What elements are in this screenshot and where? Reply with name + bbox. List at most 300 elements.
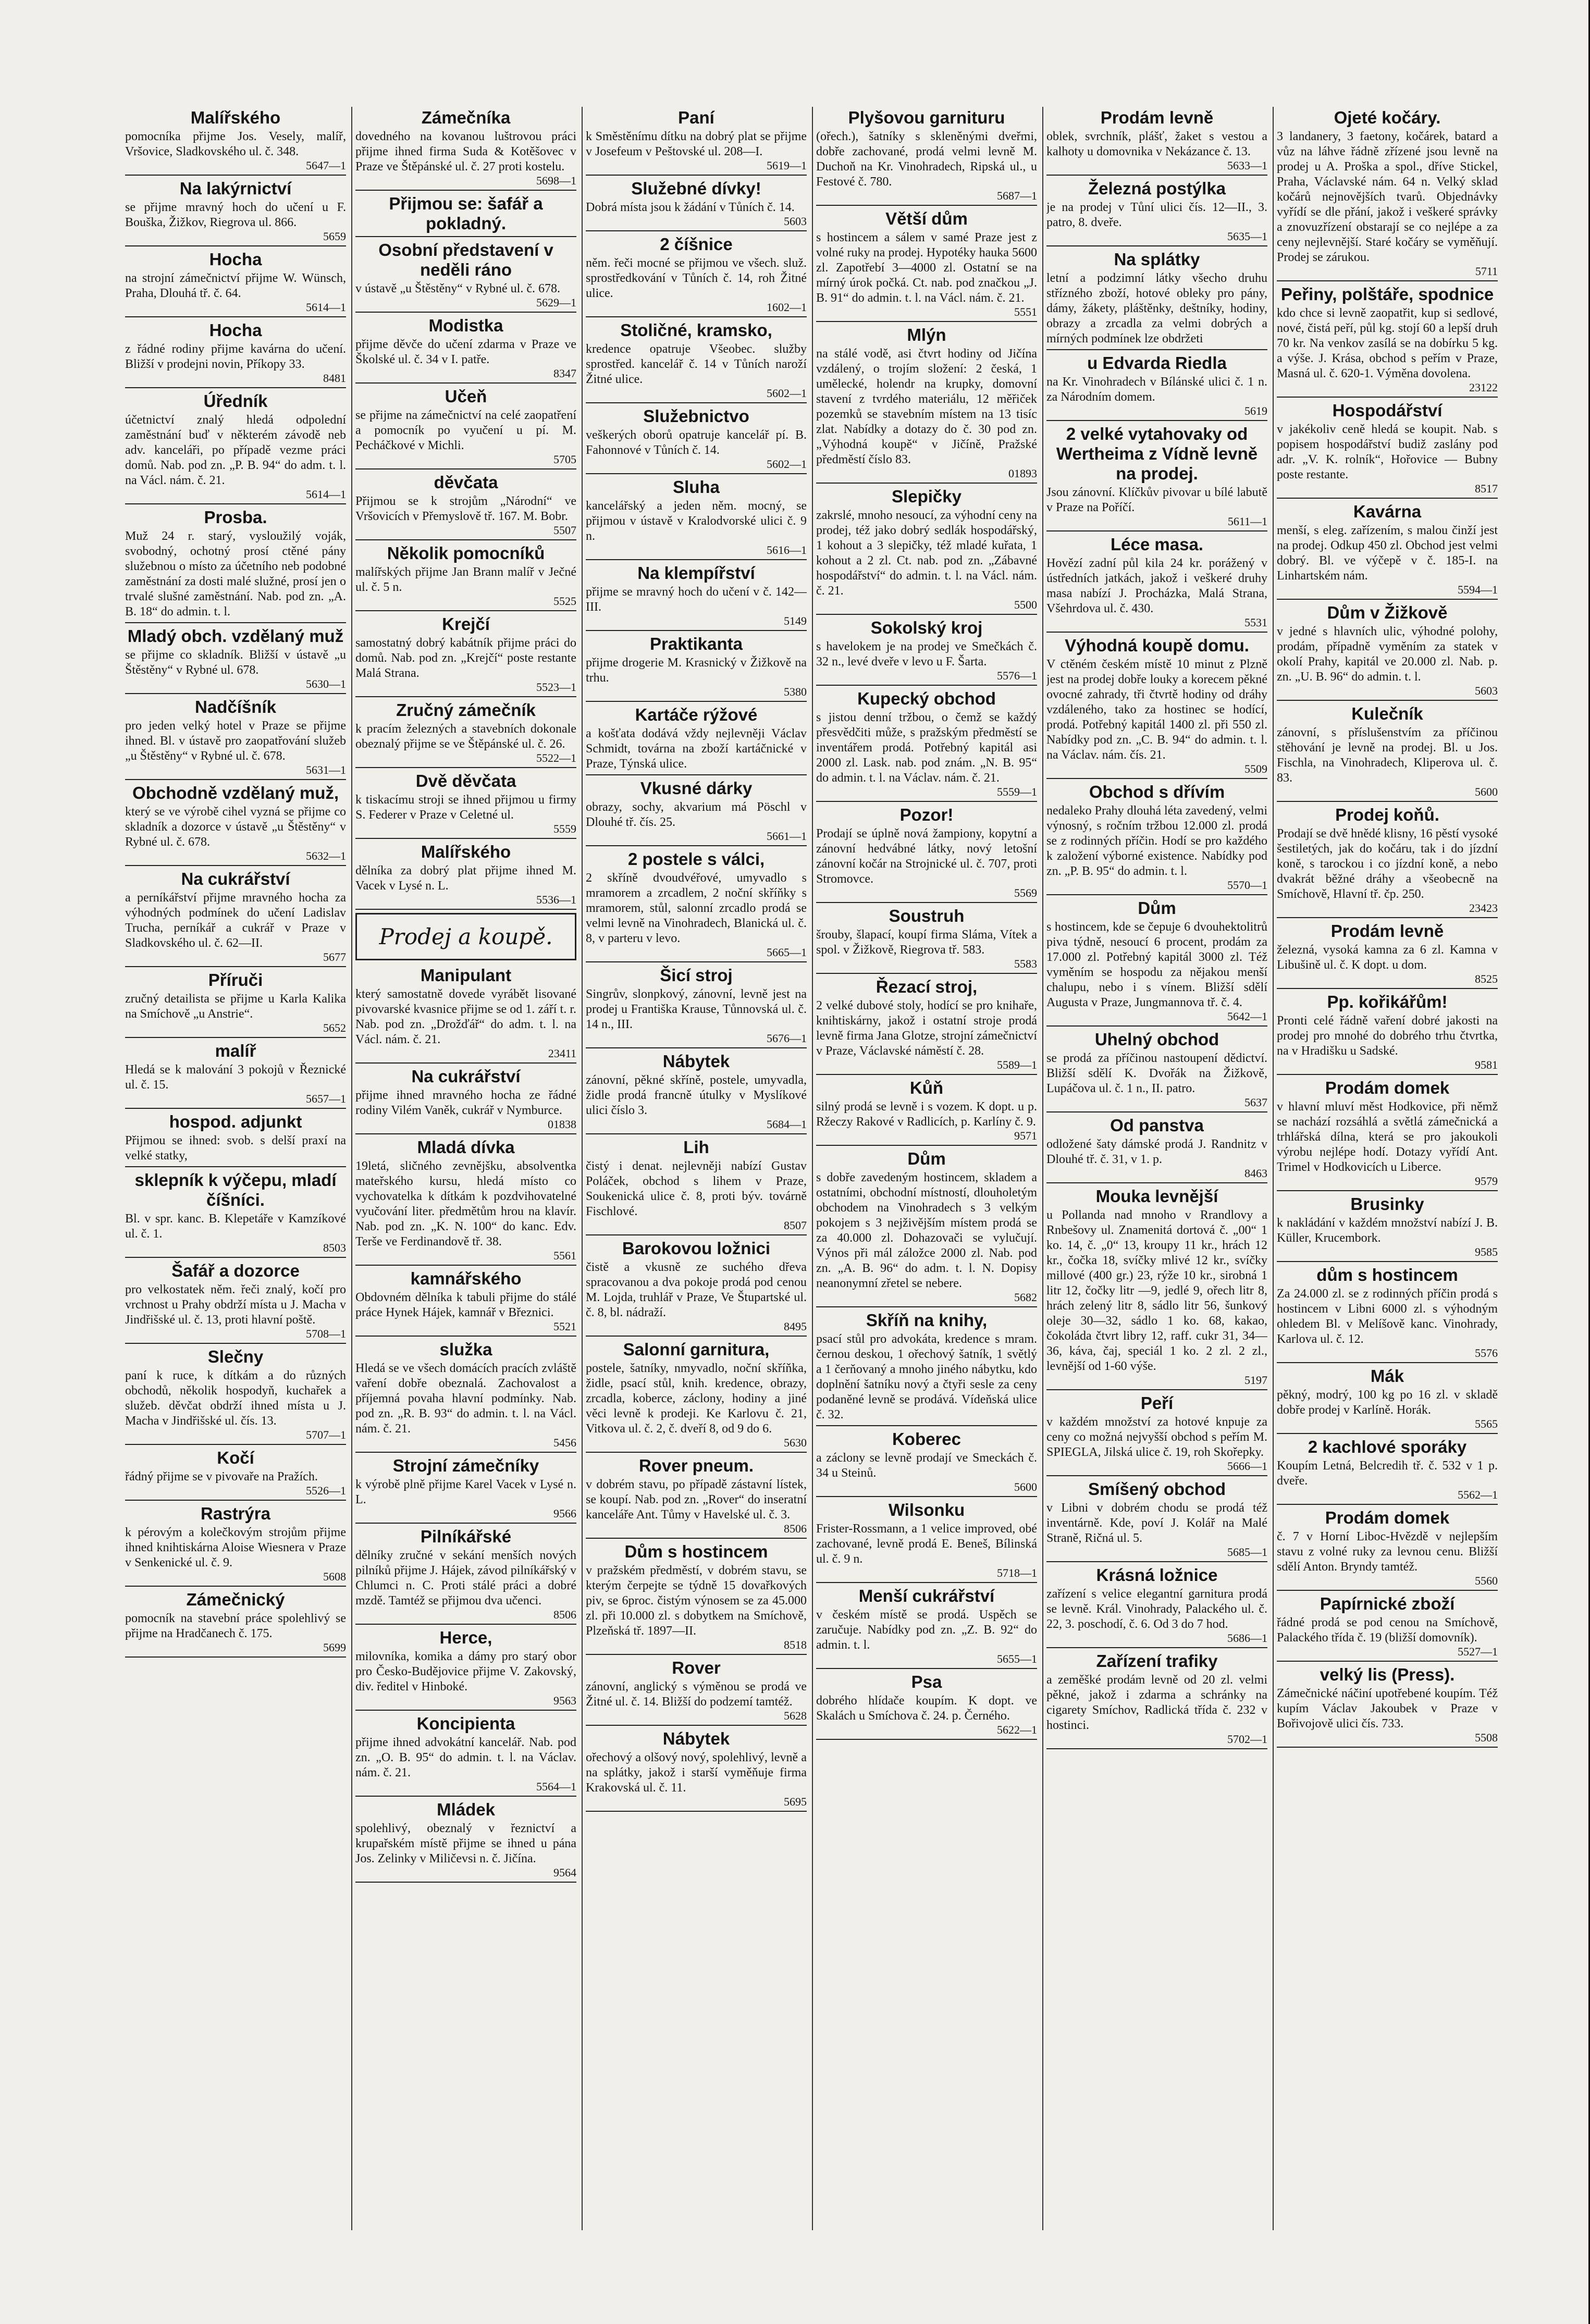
ad-separator <box>355 1882 576 1883</box>
ad-separator <box>355 1710 576 1711</box>
ad-headline: Šafář a dozorce <box>171 1261 300 1280</box>
ad-headline: dům s hostincem <box>1316 1265 1458 1284</box>
ad-body: V ctěném českém místě 10 minut z Plzně jest na prodej dobře louky a korecem pěkné ovocné zahrady, tři čtvrtě hodiny od dráhy vzdáleného, tako za hostinec se hodící, prodá. Potřebný kapitál 1400 zl. při 550 zl. Nabídky pod zn. „C. B. 94“ do admin. t. l. na Václav. nám. čís. 21. <box>1046 658 1267 762</box>
ad-headline: Příruči <box>208 970 263 990</box>
column-rule <box>582 107 583 2230</box>
ad-body: Singrův, slonpkový, zánovní, levně jest na prodej u Františka Krause, Tůnnovská ul. č. 14 n., III. <box>586 987 807 1031</box>
ad-headline: Léce masa. <box>1111 535 1203 554</box>
ad-body: a perníkářství přijme mravného hocha za výhodných podmínek do učení Ladislav Trucha, perníkář a cukrář v Praze v Sladkovského ul. č. 62—II. <box>125 891 346 950</box>
ad-separator <box>355 1624 576 1625</box>
classified-ad <box>125 1170 346 1258</box>
ad-body: řádný přijme se v pivovaře na Pražích. <box>125 1470 318 1484</box>
ad-headline: Na splátky <box>1114 250 1200 269</box>
ad-headline: Manipulant <box>420 966 512 985</box>
ad-separator <box>586 1811 807 1812</box>
ad-body: který se ve výrobě cihel vyzná se přijme co skladník a dozorce v ústavě „u Štěstěny“ v Rybné ul. č. 678. <box>125 805 346 849</box>
classified-ad <box>1046 353 1267 421</box>
column-5 <box>1046 107 1267 2230</box>
ad-body: paní k ruce, k dítkám a do různých obchodů, několik hospodyň, kuchařek a služeb. děvčat obdrží ihned místa u J. Macha v Jindřišské ul. čís. 13. <box>125 1369 346 1428</box>
ad-separator <box>816 1496 1037 1497</box>
classified-ad <box>586 477 807 560</box>
ad-body: s jistou denní tržbou, o čemž se každý přesvědčiti může, s pražským předměstí se inventářem prodá. Potřebný kapitál asi 2000 zl. Lask. nab. pod znám. „N. B. 95“ do admin. t. l. na Václav. nám. č. 21. <box>816 711 1037 785</box>
ad-headline: Prodám levně <box>1100 108 1214 127</box>
ad-number: 23122 <box>1469 381 1498 394</box>
ad-headline: Praktikanta <box>650 634 743 653</box>
ad-number: 5677 <box>323 950 346 963</box>
ad-body: zařízení s velice elegantní garnitura prodá se levně. Král. Vinohrady, Palackého ul. č. 22, 3. poschodí, č. 6. Od 3 do 7 hod. <box>1046 1587 1267 1631</box>
ad-headline: 2 číšnice <box>660 234 733 254</box>
ad-separator <box>586 774 807 775</box>
ad-separator <box>1277 700 1498 701</box>
ad-body: Dobrá místa jsou k žádání v Tůních č. 14. <box>586 201 795 214</box>
ad-number: 8507 <box>784 1219 807 1232</box>
ad-body: 19letá, sličného zevnějšku, absolventka mateřského kursu, hledá místo co vychovatelka k dítkám k pozdvihovatelné vyučování liter. předmětům hrou na klavír. Nab. pod zn. „K. N. 100“ do kanc. Edv. Terše ve Ferdinandově tř. 38. <box>355 1159 576 1248</box>
ad-separator <box>355 909 576 910</box>
ad-number: 5197 <box>1244 1374 1267 1387</box>
ad-body: přijme drogerie M. Krasnický v Žižkově na trhu. <box>586 656 807 685</box>
ad-headline: Rover <box>672 1658 721 1677</box>
ad-separator <box>125 1586 346 1587</box>
classified-ad <box>125 320 346 388</box>
ad-number: 5622—1 <box>997 1723 1037 1736</box>
classified-ad <box>1046 179 1267 246</box>
ad-separator <box>355 1523 576 1524</box>
ad-body: veškerých oborů opatruje kancelář pí. B. Fahonnové v Tůních č. 14. <box>586 428 807 457</box>
ad-number: 5676—1 <box>767 1032 807 1045</box>
ad-separator <box>816 1739 1037 1740</box>
ad-separator <box>355 236 576 237</box>
classified-ad <box>355 543 576 611</box>
ad-headline: Na cukrářství <box>181 869 290 888</box>
ad-headline: Papírnické zboží <box>1320 1594 1455 1613</box>
ad-body: samostatný dobrý kabátník přijme práci do domů. Nab. pod zn. „Krejčí“ poste restante Malá Strana. <box>355 636 576 680</box>
ad-headline: Vkusné dárky <box>640 778 753 798</box>
classified-ad <box>125 970 346 1038</box>
ad-body: psací stůl pro advokáta, kredence s mram. černou deskou, 1 ořechový šatník, 1 světlý a 1 čerňovaný a mnoho jiného nábytku, kdo doplnění šatníku nový a čtyři sesle za ceny podaněné levně se prodává. Vídeňská ulice č. 32. <box>816 1332 1037 1421</box>
ad-body: ořechový a olšový nový, spolehlivý, levně a na splátky, jakož i starší vyměňuje firma Krakovská ul. č. 11. <box>586 1751 807 1795</box>
ad-separator <box>816 1145 1037 1146</box>
ad-separator <box>1046 1475 1267 1476</box>
ad-headline: Dům <box>1138 898 1176 918</box>
classified-ad <box>816 1311 1037 1426</box>
ad-body: k nakládání v každém množství nabízí J. B. Küller, Krucembork. <box>1277 1216 1498 1245</box>
ad-body: odložené šaty dámské prodá J. Randnitz v Dlouhé tř. č. 31, v 1. p. <box>1046 1138 1267 1166</box>
ad-number: 5536—1 <box>536 893 576 906</box>
ad-headline: Prodej koňů. <box>1335 805 1439 824</box>
ad-number: 5569 <box>1014 886 1037 899</box>
ad-headline: Šicí stroj <box>660 966 733 985</box>
ad-number: 5583 <box>1014 957 1037 970</box>
ad-body: v Libni v dobrém chodu se prodá též inventárně. Kde, poví J. Kolář na Malé Straně, Ričná ul. 5. <box>1046 1501 1267 1545</box>
classified-ad <box>1046 1393 1267 1476</box>
ad-number: 5600 <box>1014 1480 1037 1493</box>
ad-body: a záclony se levně prodají ve Smeckách č. 34 u Steinů. <box>816 1451 1037 1480</box>
classified-ad <box>355 194 576 237</box>
ad-headline: Nábytek <box>662 1052 730 1071</box>
ad-headline: Peří <box>1140 1393 1174 1413</box>
ad-separator <box>1046 1025 1267 1027</box>
ad-separator <box>125 1343 346 1344</box>
ad-separator <box>125 865 346 866</box>
ad-separator <box>355 190 576 191</box>
ad-headline: Kartáče rýžové <box>635 705 758 724</box>
ad-number: 5718—1 <box>997 1566 1037 1579</box>
ad-headline: Mladá dívka <box>417 1138 515 1157</box>
ad-body: přijme ihned mravného hocha ze řádné rodiny Vilém Vaněk, cukrář v Nymburce. <box>355 1089 576 1117</box>
classified-ad <box>125 250 346 317</box>
ad-number: 5602—1 <box>767 387 807 400</box>
ad-body: Frister-Rossmann, a 1 velice improved, obé zachované, levně prodá E. Beneš, Bílinská ul. č. 9 n. <box>816 1522 1037 1566</box>
ad-body: v dobrém stavu, po případě zástavní lístek, se koupí. Nab. pod zn. „Rover“ do inseratní kanceláře Ant. Tůmy v Havelské ul. č. 3. <box>586 1478 807 1522</box>
ad-headline: Na klempířství <box>637 563 755 583</box>
ad-body: přijme děvče do učení zdarma v Praze ve Školské ul. č. 34 v I. patře. <box>355 338 576 366</box>
ad-body: zánovní, s příslušenstvím za příčinou stěhování je levně na prodej. Bl. u Jos. Fischla, na Vinohradech, Kliperova ul. č. 83. <box>1277 726 1498 785</box>
ad-headline: Obchodně vzdělaný muž, <box>132 783 339 802</box>
ad-body: Hledá se k malování 3 pokojů v Řeznické ul. č. 15. <box>125 1063 346 1092</box>
classified-ad <box>586 1658 807 1726</box>
classified-ad <box>1046 1479 1267 1562</box>
ad-number: 1602—1 <box>767 301 807 314</box>
ad-body: Hledá se ve všech domácích pracích zvláště vaření dobře obeznalá. Zachovalost a příjemná povaha hlavní podmínky. Nab. pod zn. „R. B. 93“ do admin. t. l. na Václ. nám. č. 21. <box>355 1362 576 1436</box>
ad-separator <box>1277 917 1498 918</box>
ad-separator <box>586 316 807 317</box>
ad-body: se přijme na zámečnictví na celé zaopatření a pomocník po vyučení u pí. M. Pecháčkové v Michli. <box>355 409 576 452</box>
classified-ad <box>586 563 807 631</box>
ad-separator <box>1277 1261 1498 1262</box>
ad-body: k tiskacímu stroji se ihned přijmou u firmy S. Federer v Praze v Celetné ul. <box>355 793 576 822</box>
ad-separator <box>125 245 346 246</box>
ad-separator <box>586 701 807 702</box>
ad-number: 5628 <box>784 1709 807 1722</box>
column-3 <box>586 107 807 2230</box>
ad-body: postele, šatníky, nmyvadlo, noční skříňka, židle, psací stůl, knih. kredence, obrazy, zrcadla, koberce, záclony, hodiny a jiné věci levně k prodeji. Ke Karlovu č. 21, Vitkova ul. č. 2, č. dveří 8, od 9 do 6. <box>586 1362 807 1436</box>
classified-ad <box>125 108 346 176</box>
classified-ad <box>1277 603 1498 701</box>
ad-headline: Přijmou se: šafář a pokladný. <box>389 194 543 233</box>
ad-separator <box>125 316 346 317</box>
classified-ad <box>586 1542 807 1655</box>
ad-separator <box>355 539 576 540</box>
ad-body: řádné prodá se pod cenou na Smíchově, Palackého třída č. 19 (bližší domovník). <box>1277 1616 1498 1645</box>
ad-body: dělníky zručné v sekání menších nových pilníků přijme J. Hájek, závod pilníkářský v Chlumci n. C. Proti stálé práci a dobré mzdě. Tamtéž se přijmou dva učenci. <box>355 1549 576 1608</box>
ad-number: 5699 <box>323 1641 346 1654</box>
ad-number: 5562—1 <box>1458 1488 1498 1501</box>
ad-separator <box>586 230 807 231</box>
ad-separator <box>125 387 346 388</box>
ad-body: k pracím železných a stavebních dokonale obeznalý přijme se ve Štěpánské ul. č. 26. <box>355 722 576 751</box>
ad-body: k pérovým a kolečkovým strojům přijme ihned knihtiskárna Aloise Wiesnera v Praze v Senkenické ul. č. 9. <box>125 1526 346 1569</box>
classified-ad <box>1046 898 1267 1027</box>
classified-ad <box>355 614 576 697</box>
classified-ad <box>1277 805 1498 918</box>
ad-body: přijme se mravný hoch do učení v č. 142—III. <box>586 585 807 614</box>
ad-number: 5616—1 <box>767 543 807 557</box>
ad-number: 5666—1 <box>1227 1460 1267 1473</box>
ad-number: 8347 <box>553 367 576 380</box>
ad-headline: Krejčí <box>442 614 490 634</box>
ad-number: 5509 <box>1244 762 1267 775</box>
ad-number: 5561 <box>553 1249 576 1262</box>
classified-ad <box>816 689 1037 802</box>
classified-ad <box>125 1504 346 1587</box>
ad-number: 5508 <box>1475 1731 1498 1744</box>
ad-number: 5619 <box>1244 404 1267 417</box>
ad-separator <box>586 630 807 631</box>
ad-headline: Menší cukrářství <box>858 1586 995 1605</box>
classified-ad <box>586 1239 807 1337</box>
ad-separator <box>816 902 1037 903</box>
ad-separator <box>1046 1389 1267 1390</box>
classified-ad <box>586 966 807 1048</box>
ad-number: 5603 <box>1475 684 1498 697</box>
classified-ad <box>1046 424 1267 531</box>
classified-ad <box>1277 1594 1498 1662</box>
ad-separator <box>1277 1590 1498 1591</box>
ad-separator <box>816 321 1037 322</box>
ad-separator <box>586 1452 807 1453</box>
ad-number: 5629—1 <box>536 296 576 309</box>
classified-ad <box>125 391 346 504</box>
classified-ad <box>355 1527 576 1625</box>
ad-body: z řádné rodiny přijme kavárna do učení. Bližší v prodejni novin, Příkopy 33. <box>125 342 346 371</box>
ad-headline: Herce, <box>439 1628 492 1647</box>
ad-number: 5661—1 <box>767 830 807 843</box>
ad-number: 5635—1 <box>1227 230 1267 243</box>
ad-number: 5600 <box>1475 785 1498 798</box>
ad-separator <box>816 614 1037 615</box>
ad-number: 5576—1 <box>997 669 1037 682</box>
ad-body: a zeměšké prodám levně od 20 zl. velmi pěkné, jakož i zdarma a schránky na cigarety Smíchov, Radlická třída č. 232 v hostinci. <box>1046 1673 1267 1732</box>
ad-number: 5655—1 <box>997 1652 1037 1665</box>
ad-body: zánovní, pěkné skříně, postele, umyvadla, židle prodá francně útulky v Myslíkové ulici číslo 3. <box>586 1073 807 1117</box>
ad-body: oblek, svrchník, plášť, žaket s vestou a kalhoty u domovnika v Nekázance č. 13. <box>1046 130 1267 158</box>
ad-number: 5456 <box>553 1436 576 1449</box>
ad-separator <box>1277 498 1498 499</box>
ad-headline: u Edvarda Riedla <box>1087 353 1227 373</box>
ad-headline: Na cukrářství <box>411 1067 521 1086</box>
classified-ad <box>586 1052 807 1134</box>
ad-number: 5594—1 <box>1458 583 1498 596</box>
ad-headline: Mládek <box>437 1800 495 1819</box>
ad-headline: Úředník <box>203 391 268 411</box>
ad-number: 01893 <box>1008 467 1037 480</box>
classified-ad <box>355 1340 576 1453</box>
classified-ad <box>586 849 807 962</box>
ad-headline: Prosba. <box>204 508 267 527</box>
ad-headline: Nábytek <box>662 1729 730 1748</box>
classified-ad <box>1277 992 1498 1075</box>
ad-body: přijme ihned advokátní kancelář. Nab. pod zn. „O. B. 95“ do admin. t. l. na Václav. nám. č. 21. <box>355 1736 576 1779</box>
classified-ad <box>355 1800 576 1883</box>
ad-number: 8495 <box>784 1320 807 1333</box>
ad-body: menší, s eleg. zařízením, s malou činží jest na prodej. Odkup 450 zl. Obchod jest velmi dobrý. Bl. ve výčepě v č. 185-I. na Linhartském nám. <box>1277 524 1498 583</box>
classified-ad <box>1277 502 1498 600</box>
ad-body: v českém místě se prodá. Uspěch se zaručuje. Nabídky pod zn. „Z. B. 92“ do admin. t. l. <box>816 1608 1037 1652</box>
ad-number: 5559 <box>553 822 576 835</box>
classified-ad <box>816 1149 1037 1307</box>
ad-separator <box>125 1257 346 1258</box>
ad-number: 5682 <box>1014 1291 1037 1304</box>
ad-number: 5695 <box>784 1795 807 1808</box>
ad-separator <box>1046 349 1267 350</box>
ad-headline: velký lis (Press). <box>1320 1665 1455 1684</box>
ad-body: u Pollanda nad mnoho v Rrandlovy a Rnbešovy ul. Znamenitá dortová č. „00“ 1 ko. 14, č. „0“ 13, kroupy 11 kr., hrách 12 kr., čočka 18, svíčky mlivé 12 kr., svíčky millové (400 gr.) 23, rýže 10 kr., sirobná 1 litr 12, čočky litr —9, jedlé 9, ořech litr 8, hrách zelený litr 8, sádlo litr 56, šunkový oleje 30—32, sádlo 1 ko. 68, kakao, čokoláda čtvrt libry 12, raff. cukr 31, 34—36, káva, čaj, speciál 1 ko. 2 zl. 2 zl., levnější od 1-60 výše. <box>1046 1208 1267 1373</box>
ad-separator <box>355 767 576 768</box>
ad-number: 5633—1 <box>1227 159 1267 172</box>
ad-body: Za 24.000 zl. se z rodinných příčin prodá s hostincem v Libni 6000 zl. s výhodným ohledem Bl. v Melíšově kanc. Vinohrady, Karlova ul. č. 12. <box>1277 1287 1498 1346</box>
ad-number: 5608 <box>323 1570 346 1583</box>
ad-headline: Malířského <box>190 108 281 127</box>
ad-separator <box>1046 1748 1267 1749</box>
ad-headline: Zařízení trafiky <box>1096 1651 1218 1671</box>
classified-ad <box>125 1041 346 1109</box>
classified-ad <box>1046 250 1267 350</box>
ad-headline: Salonní garnitura, <box>623 1340 770 1359</box>
ad-headline: 2 velké vytahovaky od Wertheima z Vídně levně na prodej. <box>1056 424 1258 483</box>
ad-separator <box>1046 632 1267 633</box>
ad-separator <box>125 1500 346 1501</box>
classified-ad <box>125 1347 346 1445</box>
ad-headline: Kočí <box>217 1448 254 1467</box>
ad-number: 9566 <box>553 1507 576 1520</box>
ad-number: 01838 <box>548 1118 576 1131</box>
ad-number: 8503 <box>323 1241 346 1254</box>
ad-separator <box>586 1336 807 1337</box>
classified-ad <box>586 778 807 846</box>
ad-number: 5684—1 <box>767 1118 807 1131</box>
ad-number: 9564 <box>553 1866 576 1879</box>
section-banner: Prodej a koupě. <box>355 913 576 960</box>
classified-ad <box>586 1456 807 1539</box>
classified-ad <box>816 1500 1037 1583</box>
ad-number: 5642—1 <box>1227 1010 1267 1023</box>
ad-number: 5565 <box>1475 1417 1498 1430</box>
ad-separator <box>1277 1433 1498 1434</box>
classified-ad <box>816 618 1037 686</box>
ad-body: silný prodá se levně i s vozem. K dopt. u p. Ržeczy Rakové v Radlicích, p. Karlíny č. 9. <box>816 1100 1037 1129</box>
ad-number: 5631—1 <box>306 763 346 776</box>
ad-headline: hospod. adjunkt <box>169 1112 302 1131</box>
ad-headline: malíř <box>215 1041 256 1060</box>
ad-headline: Wilsonku <box>888 1500 965 1519</box>
ad-separator <box>816 1425 1037 1426</box>
ad-headline: Peřiny, polštáře, spodnice <box>1280 285 1494 304</box>
ad-headline: Slečny <box>207 1347 264 1366</box>
classified-ad <box>1277 1665 1498 1748</box>
classified-ad <box>1046 782 1267 895</box>
ad-body: s dobře zavedeným hostincem, skladem a ostatními, obchodní místností, dlouholetým obchodem na Vinohradech s 3 velkým pokojem s 3 nejživějším místem prodá se za 40.000 zl. Dohazovači se vylučují. Výnos při mál záložce 2000 zl. Nab. pod zn. „A. B. 96“ do adm. t. l. N. Dopisy neanonymní zřetel se nebere. <box>816 1171 1037 1290</box>
ad-separator <box>586 1654 807 1655</box>
ad-number: 5711 <box>1475 265 1498 278</box>
ad-number: 9563 <box>553 1694 576 1707</box>
classified-ad <box>586 705 807 775</box>
ad-headline: 2 postele s válci, <box>627 849 765 869</box>
ad-headline: Malířského <box>421 842 511 861</box>
column-rule <box>812 107 813 2230</box>
ad-number: 5685—1 <box>1227 1546 1267 1559</box>
ad-separator <box>125 622 346 623</box>
ad-number: 5705 <box>553 453 576 466</box>
classified-ad <box>1277 1194 1498 1262</box>
classified-ad <box>586 634 807 702</box>
ad-separator <box>1277 1074 1498 1075</box>
ad-separator <box>1046 530 1267 531</box>
ad-headline: Kulečník <box>1351 704 1423 723</box>
ad-headline: služka <box>439 1340 492 1359</box>
classified-ad <box>125 869 346 967</box>
ad-separator <box>125 1037 346 1038</box>
ad-headline: Paní <box>678 108 714 127</box>
ad-separator <box>355 312 576 313</box>
ad-number: 5659 <box>323 230 346 243</box>
classified-ad <box>355 316 576 384</box>
ad-headline: Rastrýra <box>201 1504 270 1523</box>
classified-ad <box>816 1672 1037 1740</box>
ad-body: a košťata dodává vždy nejlevněji Václav Schmidt, továrna na zboží kartáčnické v Praze, Týnská ulice. <box>586 727 807 771</box>
classified-ad <box>355 1067 576 1134</box>
ad-headline: Kupecký obchod <box>857 689 996 708</box>
ad-headline: Pilníkářské <box>420 1527 512 1546</box>
ad-headline: kamnářského <box>410 1269 522 1288</box>
ad-body: pomocník na stavební práce spolehlivý se přijme na Hradčanech č. 175. <box>125 1612 346 1640</box>
classified-ad <box>816 906 1037 974</box>
classified-ad <box>125 626 346 694</box>
classified-ad <box>355 1138 576 1266</box>
ad-body: dovedného na kovanou luštrovou práci přijme ihned firma Suda & Kotěšovec v Praze ve Štěpánské ul. č. 27 proti kostelu. <box>355 130 576 174</box>
ad-body: zakrslé, mnoho nesoucí, za výhodní ceny na prodej, též jako dobrý sedlák hospodářský, 1 kohout a 3 slepičky, též mladé kuřata, 1 kohout a 2 zl. Ct. nab. pod zn. „Zábavné hospodářství“ do admin. t. l. na Václ. nám. č. 21. <box>816 509 1037 598</box>
ad-number: 5603 <box>784 215 807 228</box>
ad-separator <box>1277 801 1498 802</box>
ad-number: 5507 <box>553 524 576 537</box>
ad-separator <box>125 1166 346 1167</box>
classified-ad <box>816 108 1037 206</box>
classified-ad <box>125 508 346 623</box>
ad-number: 8506 <box>784 1522 807 1535</box>
ad-body: kancelářský a jeden něm. mocný, se přijmou v ústavě v Kralodvorské ulici č. 9 n. <box>586 499 807 543</box>
ad-number: 5380 <box>784 685 807 698</box>
ad-headline: Pozor! <box>899 805 954 824</box>
ad-body: k Směstěnímu dítku na dobrý plat se přijme v Josefeum v Peštovské ul. 208—I. <box>586 130 807 158</box>
ad-headline: Lih <box>683 1138 709 1157</box>
ad-headline: Mlýn <box>907 325 946 344</box>
ad-separator <box>125 966 346 967</box>
ad-separator <box>1046 778 1267 779</box>
ad-body: pro velkostatek něm. řeči znalý, kočí pro vrchnost u Prahy obdrží místa u J. Macha v Jindřišské ul. č. 13, proti hlavní poště. <box>125 1283 346 1327</box>
ad-separator <box>1277 599 1498 600</box>
ad-separator <box>1277 1661 1498 1662</box>
ad-body: čistý i denat. nejlevněji nabízí Gustav Poláček, obchod s lihem v Praze, Soukenická ulice č. 8, proti býv. továrně Fischlové. <box>586 1159 807 1218</box>
ad-number: 5630 <box>784 1436 807 1449</box>
ad-headline: Koberec <box>892 1429 962 1449</box>
ad-number: 5686—1 <box>1227 1631 1267 1645</box>
ad-number: 5521 <box>553 1320 576 1333</box>
classified-ad <box>816 1078 1037 1146</box>
ad-number: 8518 <box>784 1638 807 1651</box>
ad-number: 5523—1 <box>536 681 576 694</box>
ad-body: Přijmou se ihned: svob. s delší praxí na velké statky, <box>125 1134 346 1163</box>
ad-separator <box>586 1047 807 1048</box>
ad-headline: Slepičky <box>892 487 962 506</box>
classified-ad <box>1277 1437 1498 1505</box>
ad-body: zánovní, anglický s výměnou se prodá ve Žitné ul. č. 14. Bližší do podzemí tamtéž. <box>586 1680 807 1709</box>
ad-headline: Dům v Žižkově <box>1327 603 1448 622</box>
ad-number: 5611—1 <box>1227 515 1267 528</box>
classified-ad <box>125 1112 346 1167</box>
ad-body: v pražském předměstí, v dobrém stavu, se kterým čerpejte se týdně 15 dovařkových piv, se 6proc. čistým výnosem se za 45.000 zl. při 10.000 zl. s dobytkem na Smíchově, Plzeňská tř. 1897—II. <box>586 1564 807 1638</box>
ad-headline: Dvě děvčata <box>415 771 516 790</box>
ad-headline: Zámečnický <box>186 1590 285 1609</box>
ad-body: Prodají se dvě hnědé klisny, 16 pěstí vysoké šestiletých, jak do kočáru, tak i do jízdní koně, s tarockou i co jízdní koně, a nebo dvakrát běžné dráhy a všeobecně na Smíchově, Hlavní tř. čp. 250. <box>1277 827 1498 901</box>
